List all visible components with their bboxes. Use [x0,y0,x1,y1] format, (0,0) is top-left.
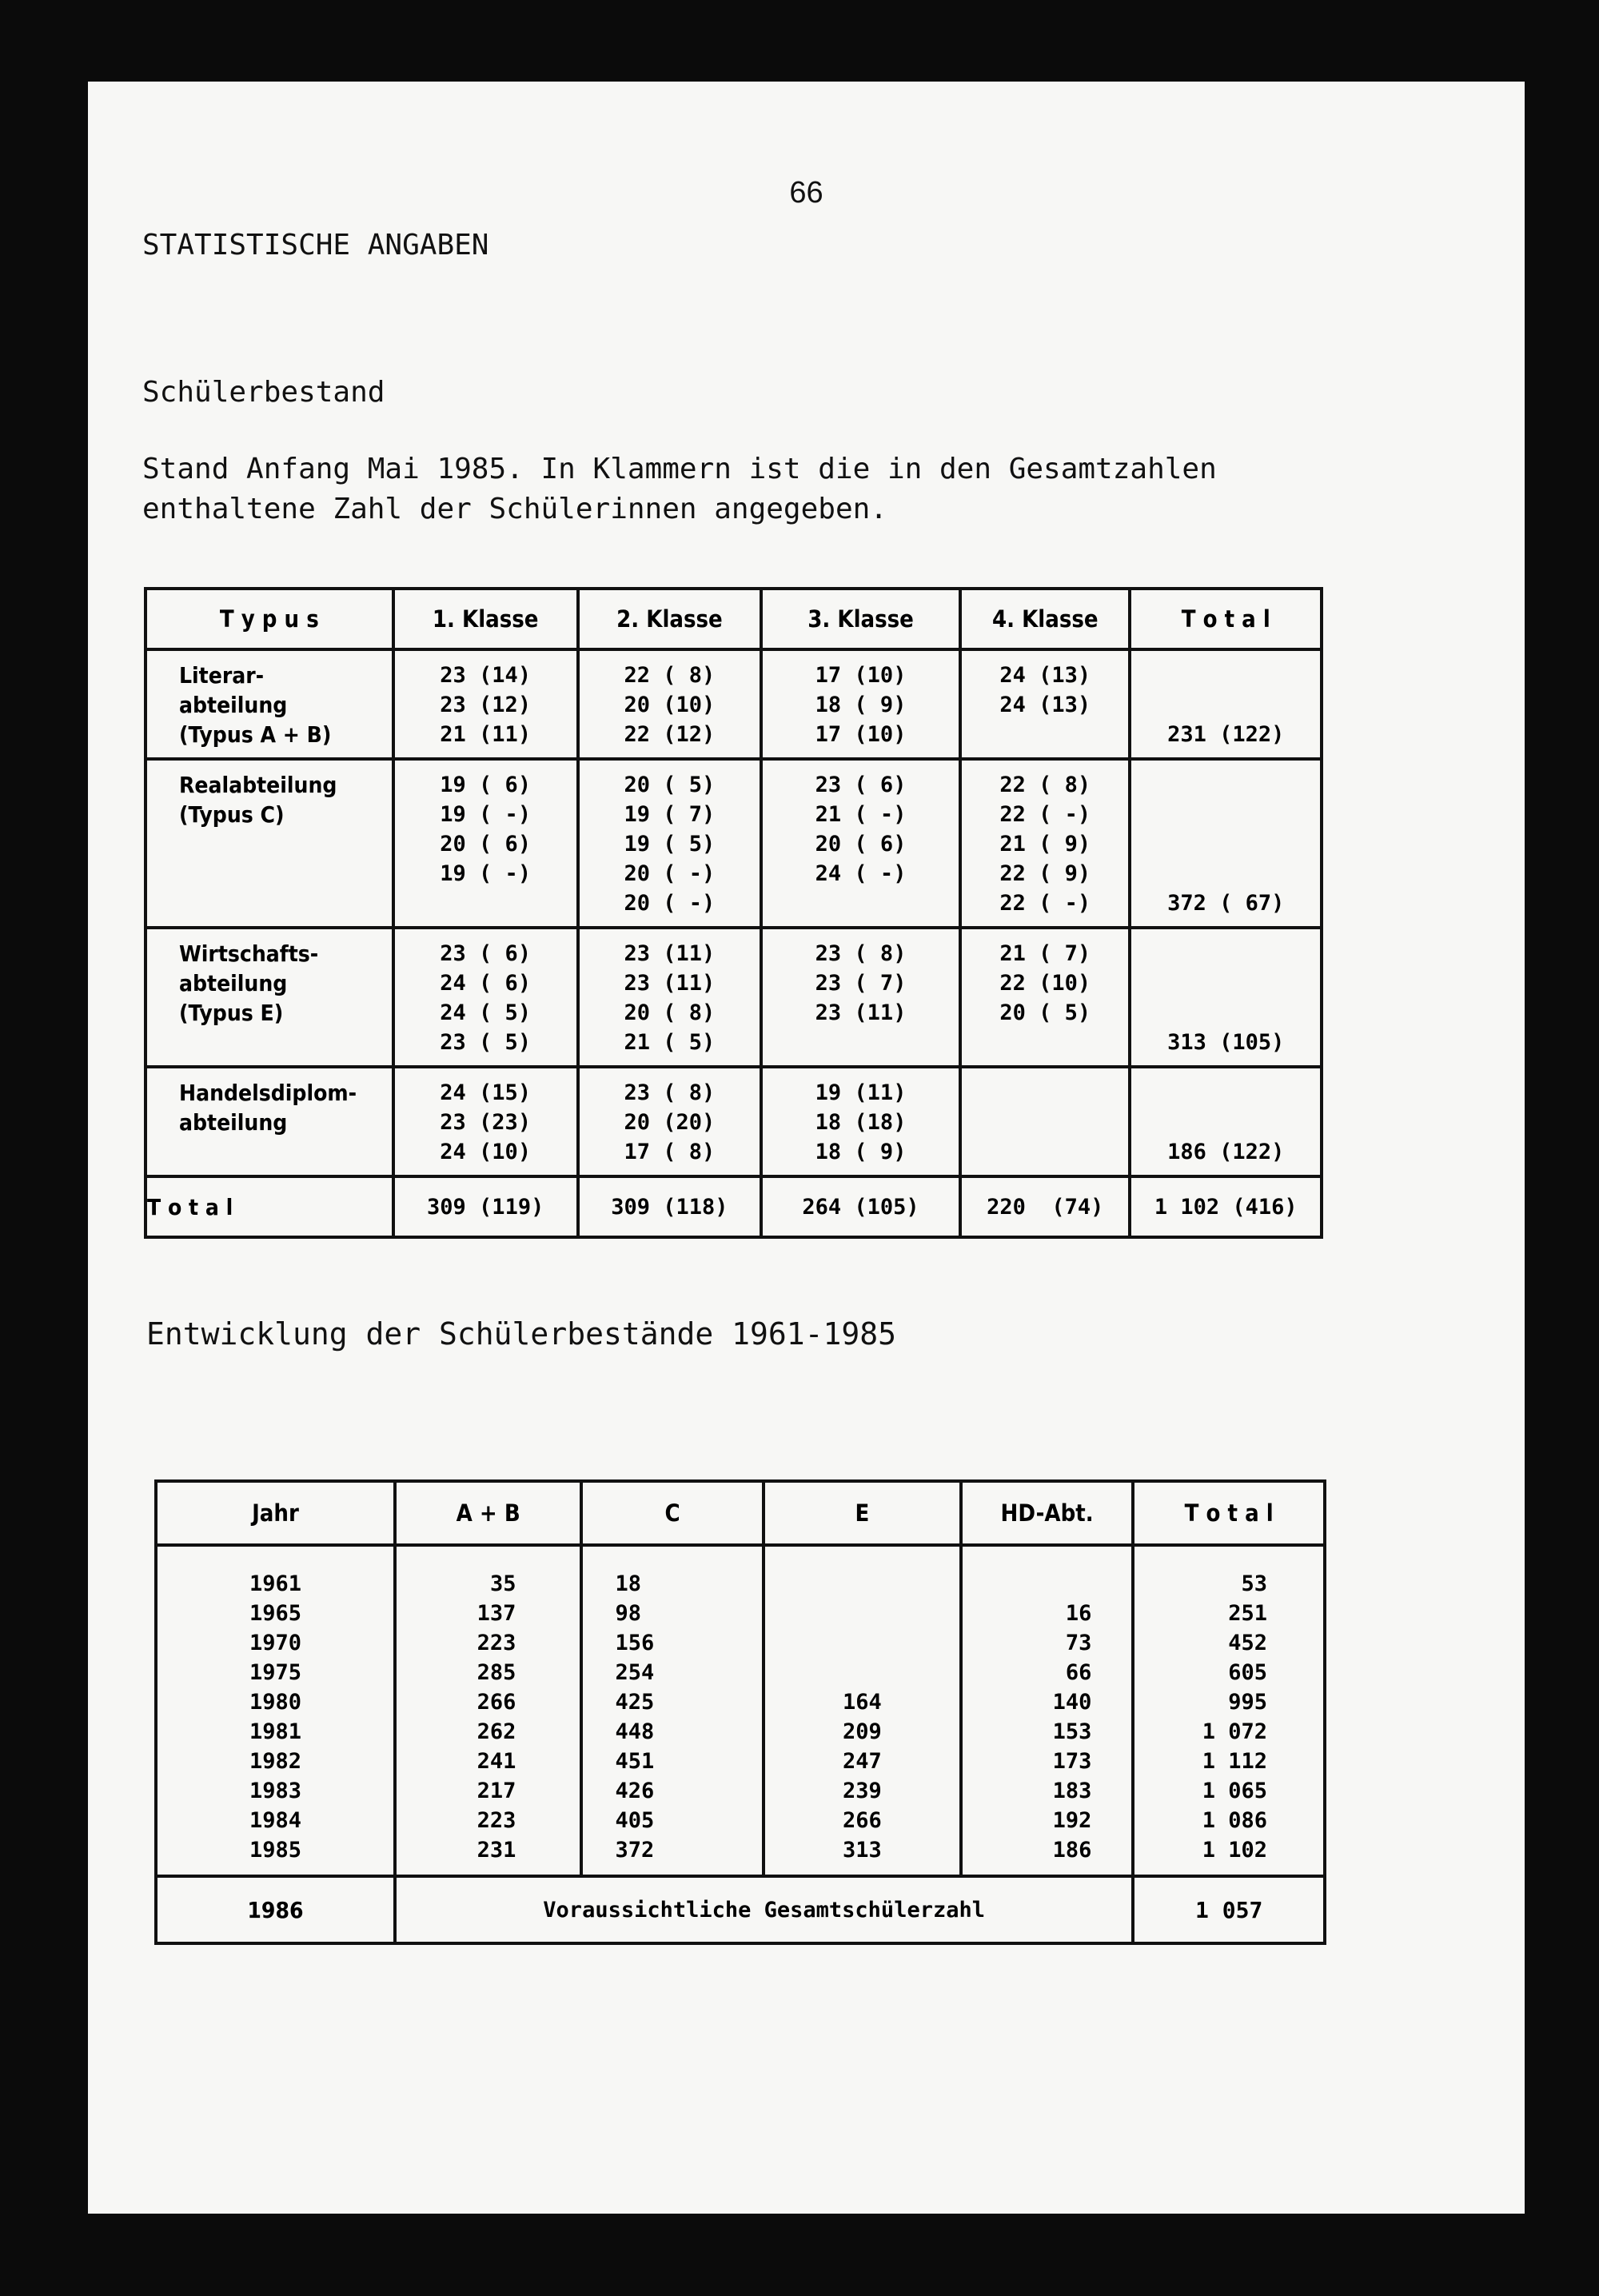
cell-k1 [393,928,578,1067]
cell-k2 [578,649,761,759]
row-type [146,1067,393,1176]
cell-line: 20 (10) [624,693,716,717]
row-type [146,759,393,928]
cell-line: 23 (14) [440,663,532,688]
table-cell: 262 [477,1719,516,1744]
cell-line: 23 ( 6) [440,941,532,966]
section-title-entwicklung: Entwicklung der Schülerbestände 1961-1985 [146,1316,896,1352]
table-cell: 140 [1052,1690,1092,1715]
cell-k3 [761,759,960,928]
cell-k4 [960,928,1130,1067]
cell-line: (Typus A + B) [179,721,332,748]
column-c [581,1545,763,1876]
cell-line: 22 ( -) [999,891,1091,916]
table-cell: 173 [1052,1749,1092,1774]
row-total: 372 ( 67) [1130,759,1322,928]
column-hd [961,1545,1133,1876]
cell-line: 24 ( 6) [440,971,532,996]
total-label: T o t a l [146,1176,393,1237]
table-cell [765,1658,959,1687]
header-jahr: Jahr [156,1481,395,1545]
cell-line: 23 ( 8) [624,1080,716,1105]
table-cell: 451 [615,1749,655,1774]
column-e [764,1545,961,1876]
cell-line: 17 ( 8) [624,1140,716,1164]
cell-line: 17 (10) [815,663,907,688]
enrollment-row [146,649,1322,759]
total-k4: 220 (74) [960,1176,1130,1237]
table-cell: 209 [842,1719,882,1744]
cell-line: 21 ( 9) [999,832,1091,857]
forecast-row [156,1876,1325,1943]
cell-line: 21 ( 7) [999,941,1091,966]
table-cell: 1 112 [1202,1749,1267,1774]
cell-line: 22 ( 8) [624,663,716,688]
table-cell: 192 [1052,1808,1092,1833]
table-cell: 239 [842,1779,882,1803]
cell-k2 [578,1067,761,1176]
table-cell: 1 065 [1202,1779,1267,1803]
cell-line: 19 ( 7) [624,802,716,827]
cell-line: 20 ( 5) [999,1000,1091,1025]
development-table-header [156,1481,1325,1545]
cell-line: (Typus C) [179,801,285,828]
column-jahr [156,1545,395,1876]
enrollment-row [146,928,1322,1067]
table-cell: 1970 [249,1631,301,1655]
cell-line: abteilung [179,1109,288,1136]
cell-k3 [761,928,960,1067]
table-cell: 1 072 [1202,1719,1267,1744]
cell-line: 17 (10) [815,722,907,747]
enrollment-table-header [146,589,1322,649]
table-cell: 231 [477,1838,516,1863]
table-cell: 448 [615,1719,655,1744]
cell-line: 24 (15) [440,1080,532,1105]
table-cell: 1961 [249,1571,301,1596]
enrollment-row [146,1067,1322,1176]
page-heading: STATISTISCHE ANGABEN [142,229,489,262]
table-cell: 53 [1241,1571,1267,1596]
header-klasse-1: 1. Klasse [393,589,578,649]
table-cell: 223 [477,1631,516,1655]
cell-line: 23 (11) [815,1000,907,1025]
cell-line: 18 ( 9) [815,1140,907,1164]
cell-line: 20 ( 6) [815,832,907,857]
table-cell: 1965 [249,1601,301,1626]
table-cell: 1985 [249,1838,301,1863]
description-line-1: Stand Anfang Mai 1985. In Klammern ist die in den Gesamtzahlen [142,453,1217,485]
header-c: C [581,1481,763,1545]
header-total: T o t a l [1130,589,1322,649]
cell-line: 22 ( 8) [999,773,1091,797]
table-cell: 1 086 [1202,1808,1267,1833]
table-cell: 285 [477,1660,516,1685]
cell-line: 20 ( -) [624,861,716,886]
table-cell: 372 [615,1838,655,1863]
cell-line: 21 ( -) [815,802,907,827]
total-k1: 309 (119) [393,1176,578,1237]
table-cell: 1982 [249,1749,301,1774]
table-cell: 223 [477,1808,516,1833]
header-hd: HD-Abt. [961,1481,1133,1545]
table-cell: 251 [1228,1601,1267,1626]
cell-line: abteilung [179,970,288,996]
forecast-year: 1986 [156,1876,395,1943]
cell-k1 [393,649,578,759]
cell-line: 20 ( 5) [624,773,716,797]
cell-line: 20 (20) [624,1110,716,1135]
cell-line: 23 (23) [440,1110,532,1135]
row-type [146,649,393,759]
table-cell: 995 [1228,1690,1267,1715]
cell-k4 [960,649,1130,759]
header-klasse-3: 3. Klasse [761,589,960,649]
table-cell [765,1628,959,1658]
cell-line: 22 ( 9) [999,861,1091,886]
cell-k4 [960,1067,1130,1176]
table-cell [765,1569,959,1599]
table-cell: 186 [1052,1838,1092,1863]
header-ab: A + B [395,1481,582,1545]
table-cell: 164 [842,1690,882,1715]
cell-line: 24 (10) [440,1140,532,1164]
table-cell [765,1599,959,1628]
table-cell: 426 [615,1779,655,1803]
table-cell: 1 102 [1202,1838,1267,1863]
total-k2: 309 (118) [578,1176,761,1237]
cell-line: 18 ( 9) [815,693,907,717]
development-table [154,1479,1326,1945]
table-cell [963,1569,1091,1599]
table-cell: 217 [477,1779,516,1803]
table-cell: 66 [1065,1660,1092,1685]
table-cell: 254 [615,1660,655,1685]
cell-line: 23 ( 5) [440,1030,532,1055]
table-cell: 405 [615,1808,655,1833]
row-total: 313 (105) [1130,928,1322,1067]
cell-line: Handelsdiplom- [179,1080,357,1106]
cell-line: 19 ( -) [440,861,532,886]
cell-line: 24 ( -) [815,861,907,886]
cell-k2 [578,928,761,1067]
header-klasse-4: 4. Klasse [960,589,1130,649]
table-cell: 313 [842,1838,882,1863]
section-title-schuelerbestand: Schülerbestand [142,376,385,409]
cell-line: 23 (11) [624,971,716,996]
cell-line: Wirtschafts- [179,940,319,967]
table-cell: 266 [477,1690,516,1715]
row-type [146,928,393,1067]
header-klasse-2: 2. Klasse [578,589,761,649]
cell-line: 19 ( 5) [624,832,716,857]
cell-line: 19 ( -) [440,802,532,827]
column-ab [395,1545,582,1876]
cell-line: 23 ( 8) [815,941,907,966]
cell-line: 19 (11) [815,1080,907,1105]
table-cell: 452 [1228,1631,1267,1655]
table-cell: 266 [842,1808,882,1833]
enrollment-row [146,759,1322,928]
cell-line: 20 ( 6) [440,832,532,857]
cell-line: 22 (10) [999,971,1091,996]
table-cell: 73 [1065,1631,1092,1655]
cell-line: Realabteilung [179,772,337,798]
cell-k4 [960,759,1130,928]
table-cell: 153 [1052,1719,1092,1744]
cell-line: abteilung [179,692,288,718]
cell-k3 [761,1067,960,1176]
cell-line: 23 ( 6) [815,773,907,797]
table-cell: 1975 [249,1660,301,1685]
header-e: E [764,1481,961,1545]
table-cell: 241 [477,1749,516,1774]
cell-k1 [393,1067,578,1176]
cell-line: 24 (13) [999,663,1091,688]
table-cell: 156 [615,1631,655,1655]
page-number: 66 [789,176,823,210]
description-line-2: enthaltene Zahl der Schülerinnen angegeben. [142,493,887,525]
table-cell: 137 [477,1601,516,1626]
forecast-value: 1 057 [1133,1876,1325,1943]
development-data-row [156,1545,1325,1876]
cell-line: 20 ( -) [624,891,716,916]
total-k3: 264 (105) [761,1176,960,1237]
table-cell: 1980 [249,1690,301,1715]
row-total: 186 (122) [1130,1067,1322,1176]
table-cell: 18 [615,1571,641,1596]
cell-line: 20 ( 8) [624,1000,716,1025]
cell-line: 21 ( 5) [624,1030,716,1055]
table-cell: 16 [1065,1601,1092,1626]
cell-line: 22 (12) [624,722,716,747]
cell-k3 [761,649,960,759]
header-typus: T y p u s [146,589,393,649]
cell-line: Literar- [179,662,265,689]
cell-line: 23 (12) [440,693,532,717]
enrollment-table [144,587,1323,1239]
table-cell: 183 [1052,1779,1092,1803]
table-cell: 1984 [249,1808,301,1833]
cell-line: 24 ( 5) [440,1000,532,1025]
table-cell: 1983 [249,1779,301,1803]
cell-k1 [393,759,578,928]
cell-line: (Typus E) [179,1000,284,1026]
enrollment-total-row [146,1176,1322,1237]
table-cell: 247 [842,1749,882,1774]
cell-line: 18 (18) [815,1110,907,1135]
table-cell: 605 [1228,1660,1267,1685]
table-cell: 98 [615,1601,641,1626]
cell-line: 23 (11) [624,941,716,966]
total-grand: 1 102 (416) [1130,1176,1322,1237]
row-total: 231 (122) [1130,649,1322,759]
table-cell: 425 [615,1690,655,1715]
table-cell: 35 [489,1571,516,1596]
cell-line: 21 (11) [440,722,532,747]
cell-line: 22 ( -) [999,802,1091,827]
table-cell: 1981 [249,1719,301,1744]
header-total-2: T o t a l [1133,1481,1325,1545]
column-total [1133,1545,1325,1876]
cell-line: 24 (13) [999,693,1091,717]
cell-line: 19 ( 6) [440,773,532,797]
forecast-label: Voraussichtliche Gesamtschülerzahl [395,1876,1133,1943]
cell-line: 23 ( 7) [815,971,907,996]
section-description [142,449,1217,529]
cell-k2 [578,759,761,928]
